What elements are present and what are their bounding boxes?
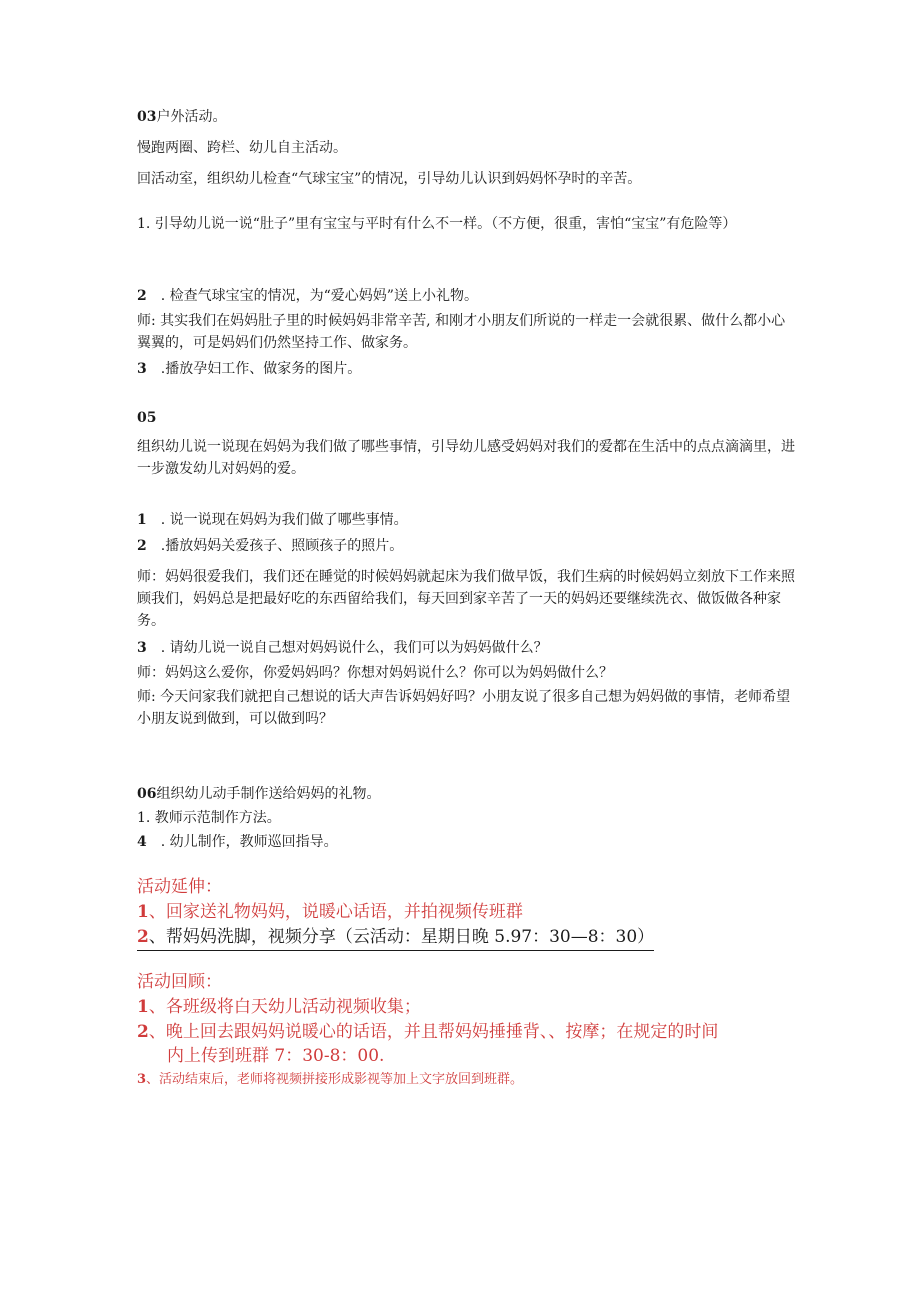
list-number: 4	[137, 834, 147, 850]
review-item	[137, 1069, 797, 1091]
section-number: 05	[137, 410, 157, 426]
list-item	[137, 358, 797, 380]
section-number: 03	[137, 109, 157, 125]
teacher-line: 师: 其实我们在妈妈肚子里的时候妈妈非常辛苦, 和刚才小朋友们所说的一样走一会就很累、做什么都小心翼翼的，可是妈妈们仍然坚持工作、做家务。	[137, 313, 786, 351]
extension-item	[137, 900, 797, 924]
teacher-line: 师: 今天问家我们就把自己想说的话大声告诉妈妈好吗？小朋友说了很多自己想为妈妈做的事情，老师希望小朋友说到做到，可以做到吗？	[137, 689, 791, 727]
list-item	[137, 637, 797, 659]
section-06-heading	[137, 783, 797, 805]
list-item	[137, 285, 797, 307]
list-text: . 请幼儿说一说自己想对妈妈说什么，我们可以为妈妈做什么？	[160, 640, 548, 656]
list-number: 2	[137, 1022, 149, 1042]
review-item	[137, 1020, 797, 1044]
list-item: 1. 引导幼儿说一说“肚子”里有宝宝与平时有什么不一样。（不方便，很重，害怕“宝宝”有危险等）	[137, 216, 737, 232]
list-number: 3	[137, 640, 147, 656]
list-number: 2	[137, 288, 147, 304]
list-text: 、帮妈妈洗脚，视频分享（云活动：星期日晚 5.97：30—8：30）	[148, 927, 655, 947]
list-text: 、晚上回去跟妈妈说暖心的话语，并且帮妈妈捶捶背、、按摩；在规定的时间	[148, 1022, 719, 1042]
list-text: 、回家送礼物妈妈，说暖心话语，并拍视频传班群	[148, 902, 523, 922]
list-item	[137, 831, 797, 853]
list-text: . 说一说现在妈妈为我们做了哪些事情。	[160, 512, 408, 528]
list-text: 、各班级将白天幼儿活动视频收集；	[148, 997, 421, 1017]
review-item	[137, 995, 797, 1019]
section-03-heading	[137, 106, 797, 128]
list-text: 、活动结束后，老师将视频拼接形成影视等加上文字放回到班群。	[146, 1072, 524, 1087]
list-text: .播放孕妇工作、做家务的图片。	[160, 361, 362, 377]
section-title: 户外活动。	[156, 109, 227, 125]
list-number: 1	[137, 512, 147, 528]
list-number: 3	[137, 361, 147, 377]
review-item-continuation: 内上传到班群 7：30-8：00.	[167, 1046, 385, 1066]
extension-heading: 活动延伸：	[137, 877, 222, 897]
list-text: . 幼儿制作，教师巡回指导。	[160, 834, 338, 850]
list-text: .播放妈妈关爱孩子、照顾孩子的照片。	[160, 538, 404, 554]
list-number: 2	[137, 538, 147, 554]
list-number: 3	[137, 1072, 147, 1087]
teacher-line: 师：妈妈很爱我们，我们还在睡觉的时候妈妈就起床为我们做早饭，我们生病的时候妈妈立刻放下工作来照顾我们，妈妈总是把最好吃的东西留给我们，每天回到家辛苦了一天的妈妈还要继续洗衣、做饭做各种家务。	[137, 569, 795, 629]
review-heading: 活动回顾：	[137, 972, 222, 992]
list-item: 1. 教师示范制作方法。	[137, 810, 281, 826]
underlined-row	[137, 925, 654, 951]
paragraph: 慢跑两圈、跨栏、幼儿自主活动。	[137, 140, 347, 156]
extension-item	[137, 925, 797, 951]
list-text: . 检查气球宝宝的情况，为“爱心妈妈”送上小礼物。	[160, 288, 478, 304]
section-05-heading	[137, 407, 797, 429]
paragraph: 组织幼儿说一说现在妈妈为我们做了哪些事情，引导幼儿感受妈妈对我们的爱都在生活中的点点滴滴里，进一步激发幼儿对妈妈的爱。	[137, 439, 795, 477]
list-number: 2	[137, 927, 149, 947]
list-item	[137, 535, 797, 557]
list-number: 1	[137, 997, 149, 1017]
teacher-line: 师：妈妈这么爱你，你爱妈妈吗？你想对妈妈说什么？你可以为妈妈做什么？	[137, 665, 613, 681]
section-number: 06	[137, 786, 157, 802]
section-title: 组织幼儿动手制作送给妈妈的礼物。	[156, 786, 381, 802]
list-number: 1	[137, 902, 149, 922]
list-item	[137, 509, 797, 531]
paragraph: 回活动室，组织幼儿检查“气球宝宝”的情况，引导幼儿认识到妈妈怀孕时的辛苦。	[137, 171, 642, 187]
